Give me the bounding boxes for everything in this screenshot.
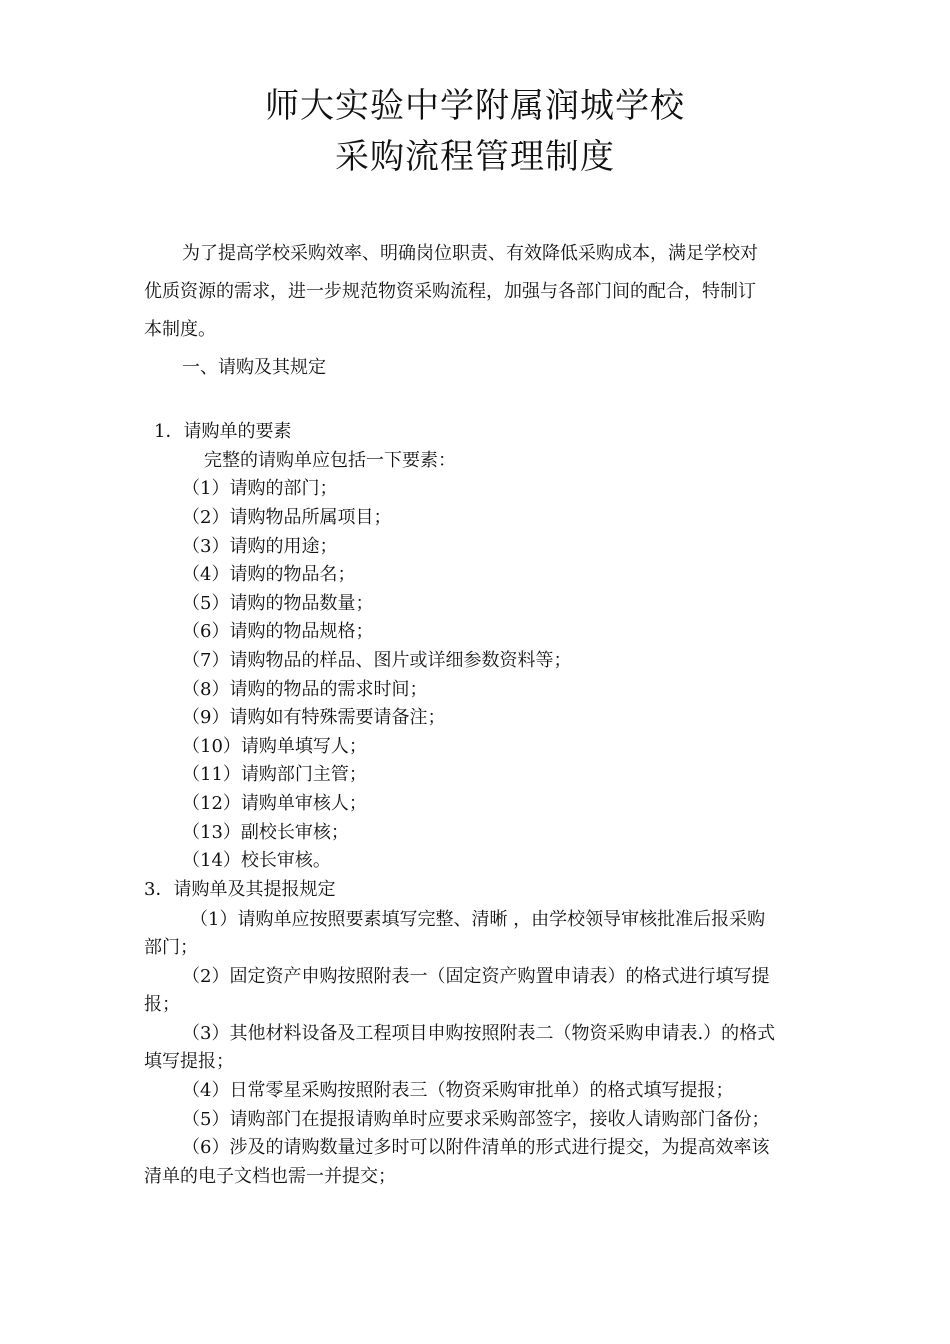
rule-line: （3）其他材料设备及工程项目申购按照附表二（物资采购申请表.）的格式 (182, 1023, 776, 1044)
intro-paragraph-line-2: 优质资源的需求，进一步规范物资采购流程，加强与各部门间的配合，特制订 (144, 281, 756, 302)
list-item: （6）请购的物品规格； (182, 621, 374, 642)
rule-line: 填写提报； (144, 1051, 234, 1072)
list-item: （1）请购的部门； (182, 478, 338, 499)
list-item: （7）请购物品的样品、图片或详细参数资料等； (182, 650, 572, 671)
list-item: （11）请购部门主管； (182, 764, 367, 785)
document-title-line-1: 师大实验中学附属润城学校 (265, 86, 685, 126)
rule-line: 报； (144, 994, 180, 1015)
subsection-heading-3: 3．请购单及其提报规定 (144, 879, 336, 900)
list-item: （3）请购的用途； (182, 536, 338, 557)
intro-paragraph-line-1: 为了提高学校采购效率、明确岗位职责、有效降低采购成本，满足学校对 (182, 243, 758, 264)
rule-line: （1）请购单应按照要素填写完整、清晰 ，由学校领导审核批准后报采购 (190, 909, 766, 930)
list-item: （13）副校长审核； (182, 822, 349, 843)
rule-line: 部门； (144, 937, 198, 958)
subsection-intro: 完整的请购单应包括一下要素： (204, 450, 456, 471)
list-item: （2）请购物品所属项目； (182, 507, 392, 528)
list-item: （10）请购单填写人； (182, 736, 367, 757)
rule-line: （2）固定资产申购按照附表一（固定资产购置申请表）的格式进行填写提 (182, 966, 770, 987)
list-item: （12）请购单审核人； (182, 793, 367, 814)
intro-paragraph-line-3: 本制度。 (144, 319, 216, 340)
list-item: （14）校长审核。 (182, 850, 331, 871)
list-item: （9）请购如有特殊需要请备注； (182, 707, 446, 728)
list-item: （4）请购的物品名； (182, 564, 356, 585)
document-title-line-2: 采购流程管理制度 (335, 137, 615, 177)
rule-line: （5）请购部门在提报请购单时应要求采购部签字，接收人请购部门备份； (182, 1109, 770, 1130)
rule-line: （4）日常零星采购按照附表三（物资采购审批单）的格式填写提报； (182, 1080, 734, 1101)
list-item: （8）请购的物品的需求时间； (182, 679, 428, 700)
rule-line: （6）涉及的请购数量过多时可以附件清单的形式进行提交，为提高效率该 (182, 1137, 770, 1158)
section-heading-1: 一、请购及其规定 (182, 357, 326, 378)
rule-line: 清单的电子文档也需一并提交； (144, 1166, 396, 1187)
subsection-heading-1: 1．请购单的要素 (154, 421, 292, 442)
list-item: （5）请购的物品数量； (182, 593, 374, 614)
